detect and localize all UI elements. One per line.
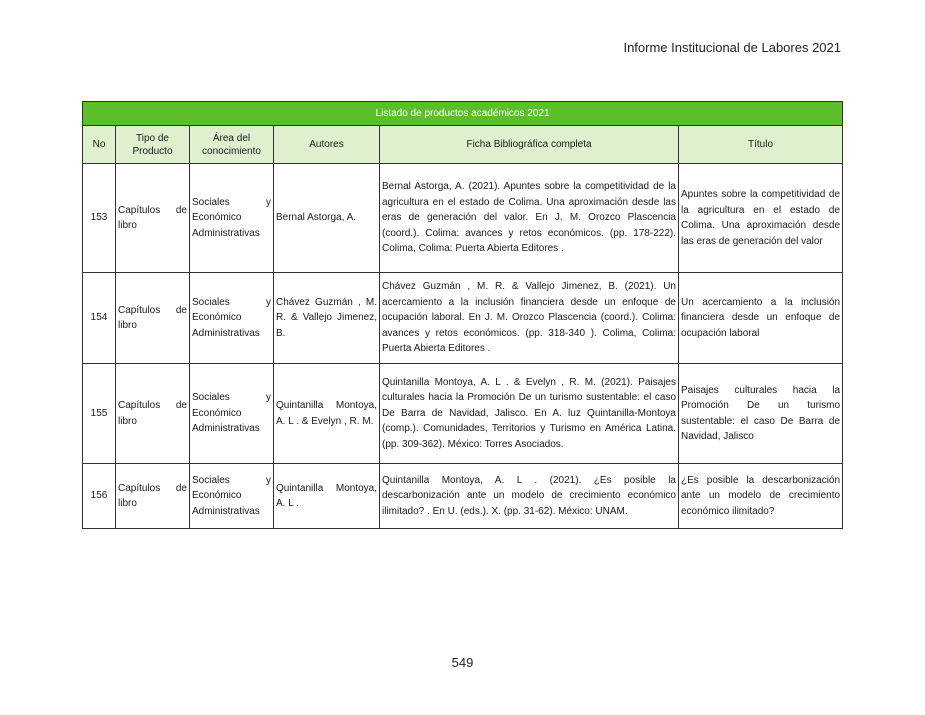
academic-products-table	[82, 101, 843, 529]
column-header-no: No	[83, 126, 116, 164]
row-ficha: Quintanilla Montoya, A. L . & Evelyn , R. M. (2021). Paisajes culturales hacia la Promoción De un turismo sustentable: el caso De Barra de Navidad, Jalisco. En A. luz Quintanilla-Montoya (comp.). Comunidades, Territorios y Turismo en América Latina. (pp. 309-362). México: Torres Asociados.	[380, 364, 679, 464]
row-tipo: Capítulos de libro	[116, 464, 190, 529]
row-area: Sociales y Económico Administrativas	[190, 273, 274, 364]
table-row	[83, 364, 843, 464]
row-ficha: Quintanilla Montoya, A. L . (2021). ¿Es posible la descarbonización ante un modelo de crecimiento económico ilimitado? . En U. (eds.). X. (pp. 31-62). México: UNAM.	[380, 464, 679, 529]
row-tipo: Capítulos de libro	[116, 273, 190, 364]
column-header-area: Área del conocimiento	[190, 126, 274, 164]
column-header-autores: Autores	[274, 126, 380, 164]
row-area: Sociales y Económico Administrativas	[190, 364, 274, 464]
page-number: 549	[451, 655, 474, 670]
row-number: 155	[83, 364, 116, 464]
column-header-titulo: Título	[679, 126, 843, 164]
row-autores: Bernal Astorga, A.	[274, 164, 380, 273]
row-number: 153	[83, 164, 116, 273]
row-titulo: Un acercamiento a la inclusión financiera desde un enfoque de ocupación laboral	[679, 273, 843, 364]
products-table-container	[82, 101, 842, 529]
column-header-tipo: Tipo de Producto	[116, 126, 190, 164]
table-caption-row	[83, 102, 843, 126]
row-titulo: Paisajes culturales hacia la Promoción De un turismo sustentable: el caso De Barra de Navidad, Jalisco	[679, 364, 843, 464]
page-header-title: Informe Institucional de Labores 2021	[623, 40, 841, 55]
table-caption: Listado de productos académicos 2021	[83, 102, 843, 126]
row-tipo: Capítulos de libro	[116, 164, 190, 273]
row-number: 156	[83, 464, 116, 529]
table-row	[83, 164, 843, 273]
row-area: Sociales y Económico Administrativas	[190, 164, 274, 273]
column-header-ficha: Ficha Bibliográfica completa	[380, 126, 679, 164]
row-number: 154	[83, 273, 116, 364]
row-autores: Quintanilla Montoya, A. L .	[274, 464, 380, 529]
row-area: Sociales y Económico Administrativas	[190, 464, 274, 529]
row-titulo: ¿Es posible la descarbonización ante un modelo de crecimiento económico ilimitado?	[679, 464, 843, 529]
row-autores: Quintanilla Montoya, A. L . & Evelyn , R. M.	[274, 364, 380, 464]
table-row	[83, 464, 843, 529]
row-autores: Chávez Guzmán , M. R. & Vallejo Jimenez, B.	[274, 273, 380, 364]
row-tipo: Capítulos de libro	[116, 364, 190, 464]
row-ficha: Chávez Guzmán , M. R. & Vallejo Jimenez, B. (2021). Un acercamiento a la inclusión financiera desde un enfoque de ocupación laboral. En J. M. Orozco Plascencia (coord.). Colima: avances y retos económicos. (pp. 318-340 ). Colima, Colima: Puerta Abierta Editores .	[380, 273, 679, 364]
row-titulo: Apuntes sobre la competitividad de la agricultura en el estado de Colima. Una aproximación desde las eras de generación del valor	[679, 164, 843, 273]
table-header-row	[83, 126, 843, 164]
table-row	[83, 273, 843, 364]
row-ficha: Bernal Astorga, A. (2021). Apuntes sobre la competitividad de la agricultura en el estado de Colima. Una aproximación desde las eras de generación del valor. En J. M. Orozco Plascencia (coord.). Colima: avances y retos económicos. (pp. 178-222). Colima, Colima: Puerta Abierta Editores .	[380, 164, 679, 273]
